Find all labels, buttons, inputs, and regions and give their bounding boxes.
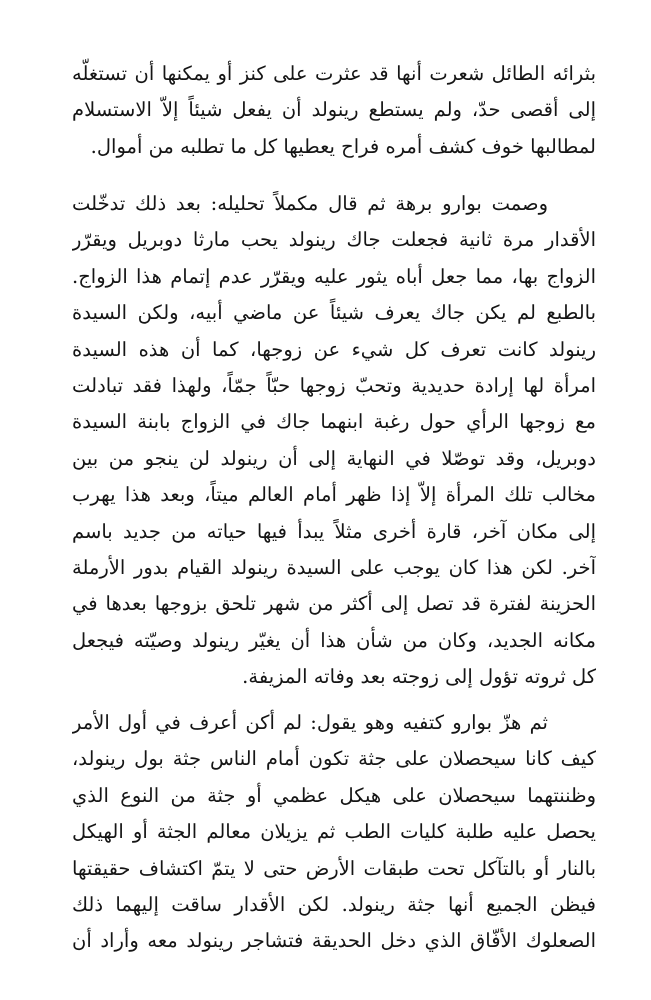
text-line: الزواج بها، مما جعل أباه يثور عليه ويقرّر عدم إتمام هذا الزواج. [72, 264, 596, 288]
text-line: وظننتهما سيحصلان على هيكل عظمي أو جثة من النوع الذي [72, 783, 596, 807]
text-line: الأقدار مرة ثانية فجعلت جاك رينولد يحب مارثا دوبريل ويقرّر [72, 228, 596, 252]
text-line: الصعلوك الأفّاق الذي دخل الحديقة فتشاجر رينولد معه وأراد أن [72, 929, 596, 953]
text-line: بالنار أو بالتآكل تحت طبقات الأرض حتى لا يتمّ اكتشاف حقيقتها [72, 856, 596, 880]
text-line: وصمت بوارو برهة ثم قال مكملاً تحليله: بعد ذلك تدخّلت [72, 192, 548, 215]
text-line: الحزينة لفترة قد تصل إلى أكثر من شهر تلحق بزوجها بعدها في [72, 592, 596, 616]
paragraph-1 [72, 56, 596, 165]
text-line: إلى مكان آخر، قارة أخرى مثلاً يبدأ فيها حياته من جديد باسم [72, 519, 596, 543]
text-line: آخر. لكن هذا كان يوجب على السيدة رينولد القيام بدور الأرملة [72, 555, 596, 579]
text-line: كيف كانا سيحصلان على جثة تكون أمام الناس جثة بول رينولد، [72, 747, 596, 771]
text-line: بثرائه الطائل شعرت أنها قد عثرت على كنز أو يمكنها أن تستغلّه [72, 62, 596, 85]
text-line: فيظن الجميع أنها جثة رينولد. لكن الأقدار ساقت إليهما ذلك [72, 892, 596, 916]
paragraph-3 [72, 705, 596, 960]
text-line: رينولد كانت تعرف كل شيء عن زوجها، كما أن هذه السيدة [72, 337, 596, 361]
text-line: امرأة لها إرادة حديدية وتحبّ زوجها حبّاً جمّاً، ولهذا فقد تبادلت [72, 373, 596, 397]
text-line: لمطالبها خوف كشف أمره فراح يعطيها كل ما تطلبه من أموال. [90, 134, 596, 158]
text-line: إلى أقصى حدّ، ولم يستطع رينولد أن يفعل شيئاً إلاّ الاستسلام [72, 98, 596, 122]
text-line: ثم هزّ بوارو كتفيه وهو يقول: لم أكن أعرف في أول الأمر [72, 711, 548, 734]
text-line: يحصل عليه طلبة كليات الطب ثم يزيلان معالم الجثة أو الهيكل [72, 820, 596, 844]
text-line: مكانه الجديد، وكان من شأن هذا أن يغيّر رينولد وصيّته فيجعل [72, 628, 596, 652]
paragraph-2 [72, 186, 596, 695]
text-line: كل ثروته تؤول إلى زوجته بعد وفاته المزيفة. [242, 665, 596, 689]
text-line: مخالب تلك المرأة إلاّ إذا ظهر أمام العالم ميتاً، وبعد هذا يهرب [72, 483, 596, 507]
text-line: مع زوجها الرأي حول رغبة ابنهما جاك في الزواج بابنة السيدة [72, 410, 596, 434]
text-line: بالطبع لم يكن جاك يعرف شيئاً عن ماضي أبيه، ولكن السيدة [72, 301, 596, 325]
text-line: دوبريل، وقد توصّلا في النهاية إلى أن رينولد لن ينجو من بين [72, 446, 596, 470]
